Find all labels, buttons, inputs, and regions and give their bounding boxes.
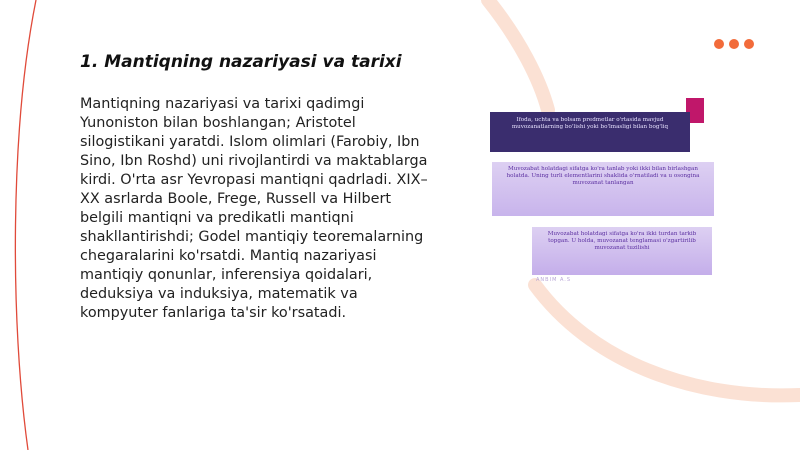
- right-peach-arc-top: [488, 0, 548, 110]
- diagram-box-light-1: Muvozabat holatdagi sifatga ko'ra tanlab yoki ikki bilan birlashgan holatda. Uning turli elementlarini shaklida o'rnatiladi va u osongina muvozanat tanlangan: [492, 162, 714, 216]
- dot-icon: [744, 39, 754, 49]
- slide-title: 1. Mantiqning nazariyasi va tarixi: [80, 52, 402, 72]
- dot-icon: [729, 39, 739, 49]
- diagram-box-dark: Ifoda, uchta va bolsam predmetlar o'rtasida mavjud muvozanatlarning bo'lishi yoki bo'lmasligi bilan bog'liq: [490, 112, 690, 152]
- decorative-dots: [714, 39, 754, 49]
- dot-icon: [714, 39, 724, 49]
- diagram-image: [480, 95, 720, 290]
- left-red-arc: [15, 0, 36, 450]
- slide-body-text: Mantiqning nazariyasi va tarixi qadimgi Yunoniston bilan boshlangan; Aristotel silogistikani yaratdi. Islom olimlari (Farobiy, Ibn Sino, Ibn Roshd) uni rivojlantirdi va maktablarga kirdi. O'rta asr Yevropasi mantiqni qadrladi. XIX–XX asrlarda Boole, Frege, Russell va Hilbert belgili mantiqni va predikatli mantiqni shakllantirishdi; Godel mantiqiy teoremalarning chegaralarini ko'rsatdi. Mantiq nazariyasi mantiqiy qonunlar, inferensiya qoidalari, deduksiya va induksiya, matematik va kompyuter fanlariga ta'sir ko'rsatadi.: [80, 96, 428, 321]
- right-peach-arc-bottom: [535, 285, 800, 395]
- diagram-box-light-2: Muvozabat holatdagi sifatga ko'ra ikki turdan tarkib topgan. U holda, muvozanat tenglamasi o'zgartirilib muvozanat tuzilishi: [532, 227, 712, 275]
- diagram-footer-text: ANBIM A.S: [536, 277, 572, 283]
